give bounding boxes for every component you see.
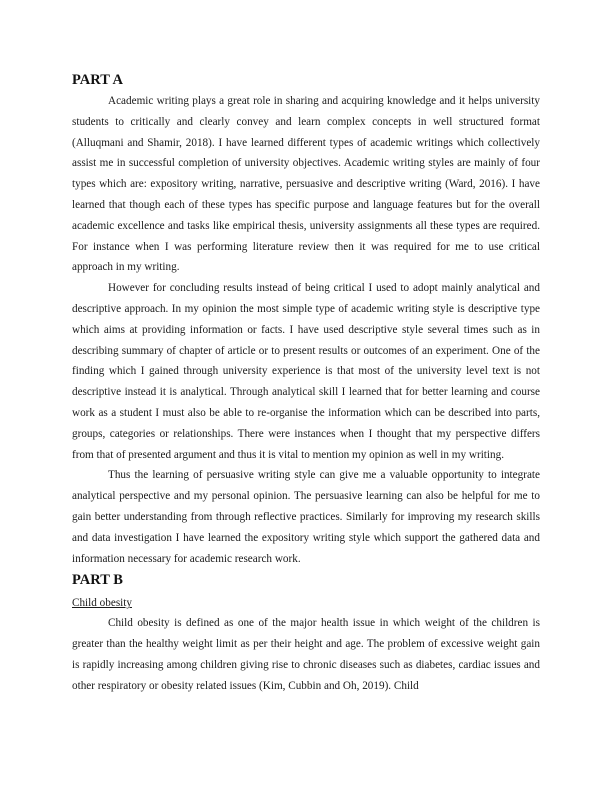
document-page xyxy=(72,70,540,697)
child-obesity-subheading: Child obesity xyxy=(72,597,132,610)
part-b-paragraph-1: Child obesity is defined as one of the major health issue in which weight of the children is greater than the healthy weight limit as per their height and age. The problem of excessive weight gain is rapidly increasing among children giving rise to chronic diseases such as diabetes, cardiac issues and other respiratory or obesity related issues (Kim, Cubbin and Oh, 2019). Child xyxy=(72,617,540,692)
part-a-paragraph-1: Academic writing plays a great role in sharing and acquiring knowledge and it helps university students to critically and clearly convey and learn complex concepts in well structured format (Alluqmani and Shamir, 2018). I have learned different types of academic writings which collectively assist me in successful completion of university objectives. Academic writing styles are mainly of four types which are: expository writing, narrative, persuasive and descriptive writing (Ward, 2016). I have learned that though each of these types has specific purpose and language features but for the overall academic excellence and tasks like empirical thesis, university assignments all these types are required. For instance when I was performing literature review then it was required for me to use critical approach in my writing. xyxy=(72,95,540,274)
part-a-paragraph-3: Thus the learning of persuasive writing style can give me a valuable opportunity to integrate analytical perspective and my personal opinion. The persuasive learning can also be helpful for me to gain better understanding from through reflective practices. Similarly for improving my research skills and data investigation I have learned the expository writing style which support the gathered data and information necessary for academic research work. xyxy=(72,469,540,565)
part-b-heading: PART B xyxy=(72,572,123,589)
part-a-heading: PART A xyxy=(72,72,123,88)
part-a-paragraph-2: However for concluding results instead of being critical I used to adopt mainly analytical and descriptive approach. In my opinion the most simple type of academic writing style is descriptive type which aims at providing information or facts. I have used descriptive style several times such as in describing summary of chapter of article or to present results or outcomes of an experiment. One of the finding which I gained through university experience is that most of the university level text is not descriptive instead it is analytical. Through analytical skill I learned that for better learning and course work as a student I must also be able to re-organise the information which can be described into parts, groups, categories or relationships. There were instances when I thought that my perspective differs from that of presented argument and thus it is vital to mention my opinion as well in my writing. xyxy=(72,282,540,461)
